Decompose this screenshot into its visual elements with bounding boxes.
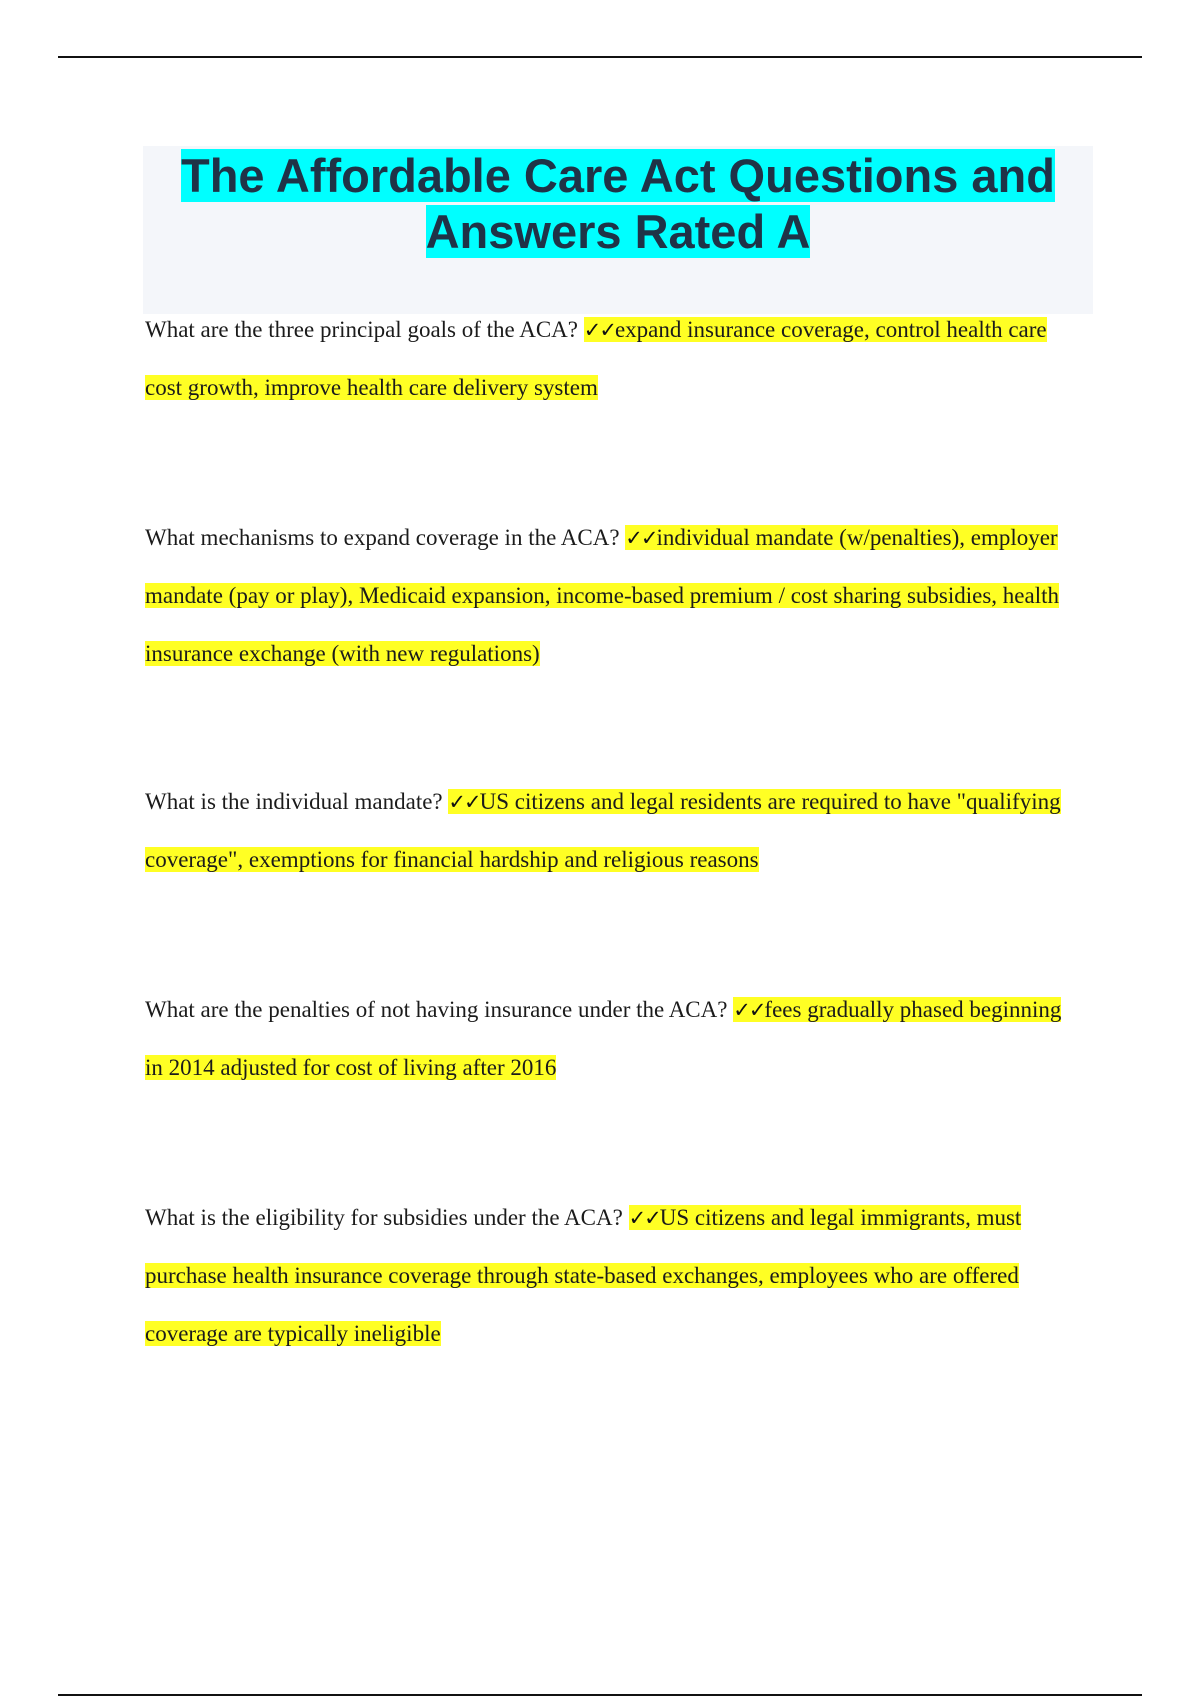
answer-text: US citizens and legal residents are required to have "qualifying coverage", exemptions for financial hardship and religious reasons: [145, 789, 1061, 872]
double-check-icon: ✓✓: [625, 526, 657, 550]
qa-item: [145, 301, 1085, 417]
document-title: The Affordable Care Act Questions and Answers Rated A: [181, 149, 1055, 258]
qa-item: [145, 509, 1085, 683]
question-text: What is the eligibility for subsidies under the ACA?: [145, 1205, 623, 1230]
question-text: What is the individual mandate?: [145, 789, 443, 814]
title-block: [143, 146, 1093, 314]
qa-item: [145, 981, 1085, 1097]
answer-text: expand insurance coverage, control health care cost growth, improve health care delivery system: [145, 317, 1047, 400]
question-text: What are the three principal goals of the ACA?: [145, 317, 579, 342]
answer-text: US citizens and legal immigrants, must purchase health insurance coverage through state-based exchanges, employees who are offered coverage are typically ineligible: [145, 1205, 1022, 1346]
answer-text: individual mandate (w/penalties), employer mandate (pay or play), Medicaid expansion, income-based premium / cost sharing subsidies, health insurance exchange (with new regulations): [145, 525, 1060, 666]
question-text: What mechanisms to expand coverage in the ACA?: [145, 525, 620, 550]
double-check-icon: ✓✓: [448, 790, 480, 814]
footer-rule: [58, 1694, 1142, 1696]
double-check-icon: ✓✓: [733, 998, 765, 1022]
double-check-icon: ✓✓: [628, 1206, 660, 1230]
qa-item: [145, 773, 1085, 889]
double-check-icon: ✓✓: [583, 318, 615, 342]
question-text: What are the penalties of not having insurance under the ACA?: [145, 997, 728, 1022]
answer-text: fees gradually phased beginning in 2014 adjusted for cost of living after 2016: [145, 997, 1062, 1080]
header-rule: [58, 56, 1142, 58]
qa-item: [145, 1189, 1085, 1363]
